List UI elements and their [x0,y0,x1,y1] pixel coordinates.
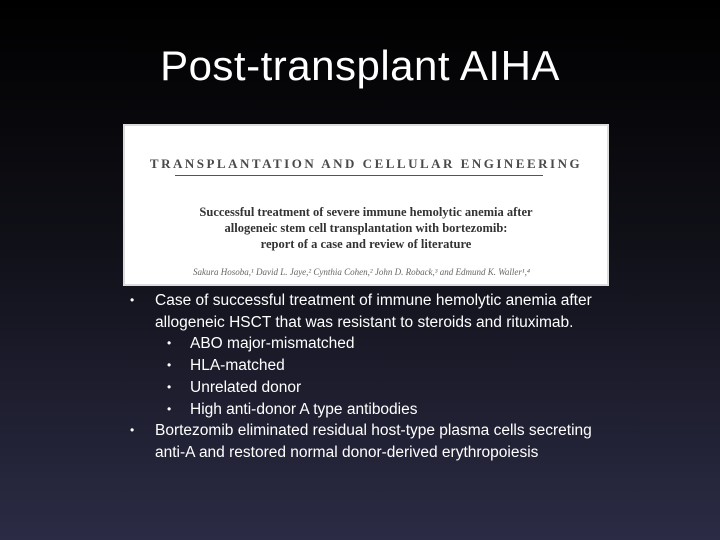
article-title [125,204,607,252]
sub-bullet-text: ABO major-mismatched [190,335,355,353]
article-title-line: allogeneic stem cell transplantation with bortezomib: [224,221,508,235]
slide-title: Post-transplant AIHA [160,42,560,89]
bullet-dot-icon: • [167,379,172,394]
sub-bullet-text: HLA-matched [190,357,285,375]
journal-divider [175,175,543,176]
bullet-dot-icon: • [167,401,172,416]
bullet-text: Bortezomib eliminated residual host-type plasma cells secreting anti-A and restored normal donor-derived erythropoiesis [155,422,592,461]
bullet-text: Case of successful treatment of immune hemolytic anemia after allogeneic HSCT that was resistant to steroids and rituximab. [155,292,592,331]
article-title-line: Successful treatment of severe immune hemolytic anemia after [199,205,533,219]
sub-bullet-item [130,399,600,421]
sub-bullet-item [130,333,600,355]
bullet-dot-icon: • [130,423,135,438]
article-title-line: report of a case and review of literature [260,237,472,251]
sub-bullet-item [130,377,600,399]
bullet-dot-icon: • [130,293,135,307]
paper-header-image [123,124,609,286]
journal-name: TRANSPLANTATION AND CELLULAR ENGINEERING [149,156,583,171]
article-authors: Sakura Hosoba,¹ David L. Jaye,² Cynthia Cohen,² John D. Roback,³ and Edmund K. Waller¹,⁴ [193,267,530,277]
bullet-item [130,420,600,463]
bullet-dot-icon: • [167,358,172,373]
sub-bullet-text: High anti-donor A type antibodies [190,400,418,418]
sub-bullet-item [130,355,600,377]
bullet-list [130,290,600,464]
bullet-dot-icon: • [167,336,172,351]
bullet-item [130,290,600,333]
sub-bullet-text: Unrelated donor [190,378,302,396]
